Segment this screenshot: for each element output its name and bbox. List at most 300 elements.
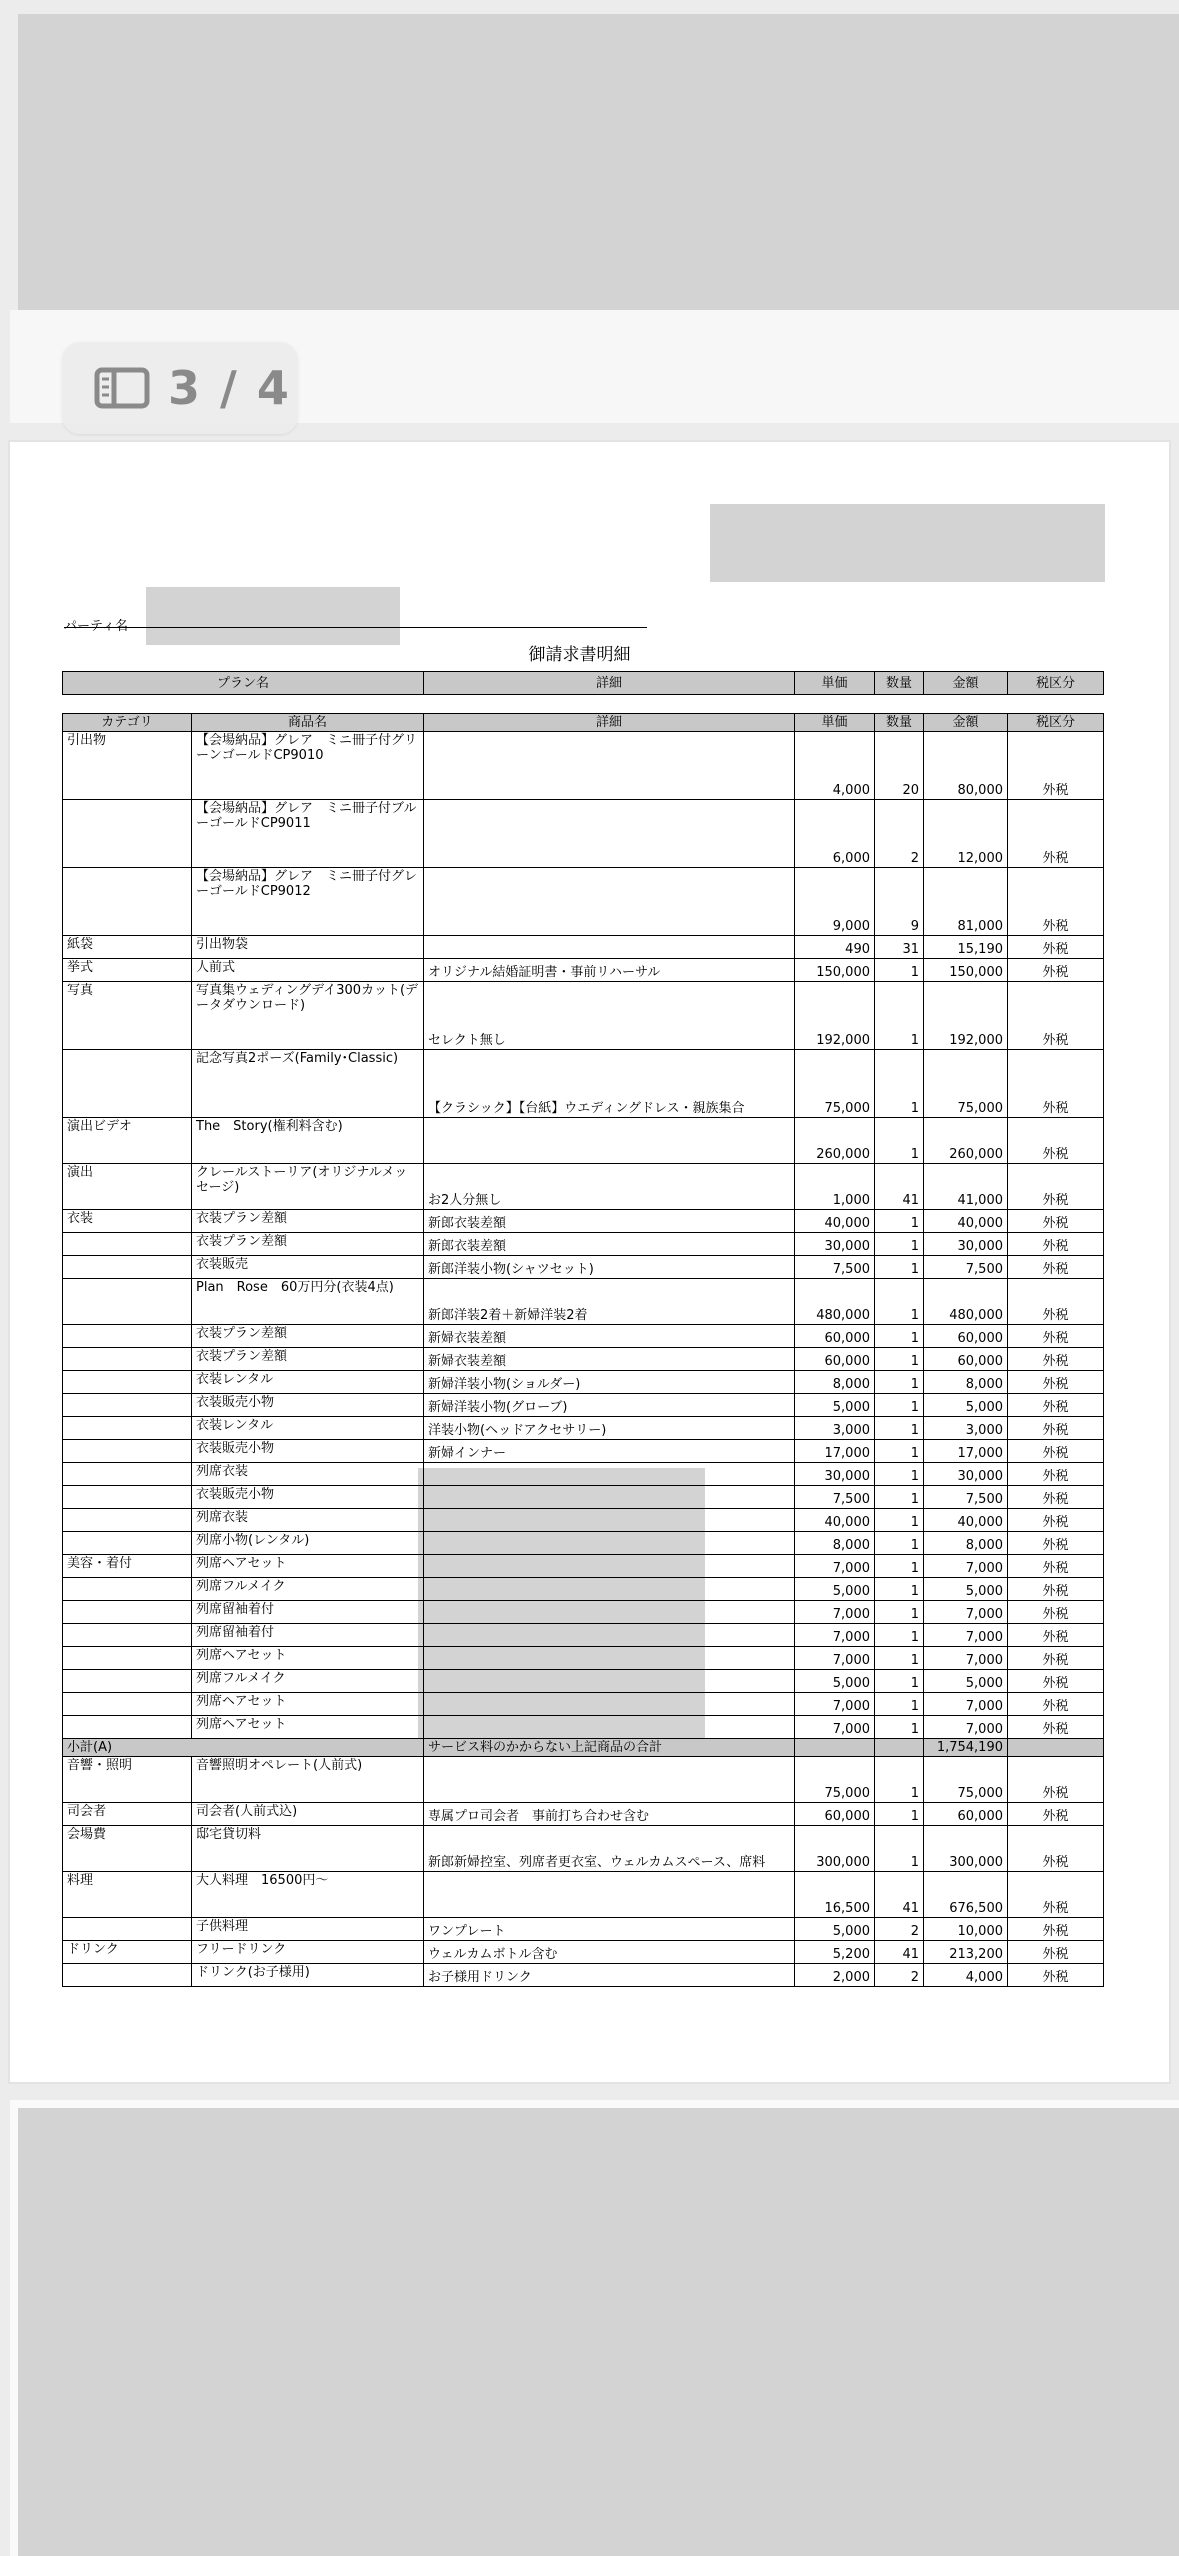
cell-tax-type: 外税 xyxy=(1008,959,1104,982)
product-header: 商品名 xyxy=(192,714,424,732)
cell-detail xyxy=(424,1872,795,1918)
cell-detail: 【クラシック】【台紙】ウエディングドレス・親族集合 xyxy=(424,1050,795,1118)
cell-tax-type: 外税 xyxy=(1008,1440,1104,1463)
cell-product-name: 衣装販売 xyxy=(192,1256,424,1279)
cell-amount: 7,000 xyxy=(924,1693,1008,1716)
cell-detail: 新婦衣装差額 xyxy=(424,1348,795,1371)
cell-amount: 5,000 xyxy=(924,1394,1008,1417)
cell-tax-type: 外税 xyxy=(1008,1693,1104,1716)
cell-tax-type: 外税 xyxy=(1008,1826,1104,1872)
cell-quantity: 2 xyxy=(875,800,924,868)
cell-amount: 40,000 xyxy=(924,1210,1008,1233)
cell-category xyxy=(63,1050,192,1118)
cell-category: 挙式 xyxy=(63,959,192,982)
cell-tax-type: 外税 xyxy=(1008,1279,1104,1325)
cell-product-name: 列席留袖着付 xyxy=(192,1601,424,1624)
cell-amount: 7,500 xyxy=(924,1486,1008,1509)
cell-quantity: 1 xyxy=(875,1279,924,1325)
cell-category: 司会者 xyxy=(63,1803,192,1826)
cell-amount: 30,000 xyxy=(924,1463,1008,1486)
cell-category: 演出 xyxy=(63,1164,192,1210)
table-row xyxy=(63,1716,1104,1739)
cell-product-name: 【会場納品】グレア ミニ冊子付ブルーゴールドCP9011 xyxy=(192,800,424,868)
cell-detail: セレクト無し xyxy=(424,982,795,1050)
cell-detail xyxy=(424,1716,795,1739)
cell-product-name: 写真集ウェディングデイ300カット(データダウンロード) xyxy=(192,982,424,1050)
cell-quantity: 1 xyxy=(875,1757,924,1803)
cell-amount: 7,000 xyxy=(924,1555,1008,1578)
cell-quantity: 1 xyxy=(875,1532,924,1555)
cell-tax-type: 外税 xyxy=(1008,936,1104,959)
cell-quantity: 1 xyxy=(875,1509,924,1532)
page-counter-text: 3 / 4 xyxy=(168,361,291,415)
cell-amount: 81,000 xyxy=(924,868,1008,936)
next-page-preview[interactable] xyxy=(18,2108,1179,2556)
cell-product-name: Plan Rose 60万円分(衣装4点) xyxy=(192,1279,424,1325)
cell-amount: 5,000 xyxy=(924,1578,1008,1601)
table-row xyxy=(63,1118,1104,1164)
cell-quantity: 41 xyxy=(875,1941,924,1964)
cell-amount: 480,000 xyxy=(924,1279,1008,1325)
cell-quantity: 9 xyxy=(875,868,924,936)
table-row xyxy=(63,1371,1104,1394)
cell-amount: 12,000 xyxy=(924,800,1008,868)
cell-category: 会場費 xyxy=(63,1826,192,1872)
cell-product-name: 列席ヘアセット xyxy=(192,1647,424,1670)
cell-amount: 15,190 xyxy=(924,936,1008,959)
cell-amount: 41,000 xyxy=(924,1164,1008,1210)
cell-amount: 40,000 xyxy=(924,1509,1008,1532)
table-row xyxy=(63,1693,1104,1716)
cell-tax-type: 外税 xyxy=(1008,1601,1104,1624)
cell-quantity: 1 xyxy=(875,1624,924,1647)
table-row xyxy=(63,1164,1104,1210)
table-row xyxy=(63,1647,1104,1670)
cell-product-name: 列席フルメイク xyxy=(192,1578,424,1601)
cell-product-name: 列席衣装 xyxy=(192,1509,424,1532)
cell-amount: 60,000 xyxy=(924,1348,1008,1371)
cell-quantity: 1 xyxy=(875,1803,924,1826)
cell-unit-price: 192,000 xyxy=(795,982,875,1050)
cell-amount: 10,000 xyxy=(924,1918,1008,1941)
cell-tax-type: 外税 xyxy=(1008,1872,1104,1918)
cell-quantity: 1 xyxy=(875,1826,924,1872)
cell-empty xyxy=(1008,1739,1104,1757)
cell-category: ドリンク xyxy=(63,1941,192,1964)
cell-quantity: 1 xyxy=(875,1233,924,1256)
table-row xyxy=(63,1578,1104,1601)
cell-unit-price: 75,000 xyxy=(795,1757,875,1803)
cell-quantity: 31 xyxy=(875,936,924,959)
cell-tax-type: 外税 xyxy=(1008,1348,1104,1371)
cell-quantity: 1 xyxy=(875,1050,924,1118)
cell-detail xyxy=(424,1463,795,1486)
cell-unit-price: 3,000 xyxy=(795,1417,875,1440)
cell-unit-price: 30,000 xyxy=(795,1233,875,1256)
cell-product-name: 衣装プラン差額 xyxy=(192,1233,424,1256)
table-row xyxy=(63,800,1104,868)
cell-detail: お子様用ドリンク xyxy=(424,1964,795,1987)
amount-header: 金額 xyxy=(924,714,1008,732)
cell-product-name: 引出物袋 xyxy=(192,936,424,959)
table-row xyxy=(63,1670,1104,1693)
table-row xyxy=(63,1509,1104,1532)
cell-quantity: 1 xyxy=(875,982,924,1050)
table-row xyxy=(63,1601,1104,1624)
cell-amount: 17,000 xyxy=(924,1440,1008,1463)
cell-tax-type: 外税 xyxy=(1008,1463,1104,1486)
cell-detail: 新婦衣装差額 xyxy=(424,1325,795,1348)
cell-unit-price: 8,000 xyxy=(795,1532,875,1555)
cell-product-name: 【会場納品】グレア ミニ冊子付グレーゴールドCP9012 xyxy=(192,868,424,936)
invoice-item-table xyxy=(62,713,1104,1987)
cell-product-name: 衣装レンタル xyxy=(192,1417,424,1440)
cell-category: 演出ビデオ xyxy=(63,1118,192,1164)
cell-quantity: 1 xyxy=(875,1371,924,1394)
table-row xyxy=(63,1440,1104,1463)
previous-page-preview[interactable] xyxy=(18,14,1179,310)
table-row xyxy=(63,1325,1104,1348)
cell-product-name: 列席ヘアセット xyxy=(192,1555,424,1578)
cell-product-name: 衣装販売小物 xyxy=(192,1440,424,1463)
table-row xyxy=(63,1532,1104,1555)
cell-unit-price: 5,000 xyxy=(795,1578,875,1601)
cell-quantity: 1 xyxy=(875,1440,924,1463)
cell-unit-price: 260,000 xyxy=(795,1118,875,1164)
table-row xyxy=(63,1826,1104,1872)
cell-product-name: 衣装プラン差額 xyxy=(192,1210,424,1233)
cell-product-name: 大人料理 16500円～ xyxy=(192,1872,424,1918)
cell-unit-price: 7,000 xyxy=(795,1624,875,1647)
subtotal-label: 小計(A) xyxy=(63,1739,424,1757)
cell-category xyxy=(63,1463,192,1486)
cell-empty xyxy=(875,1739,924,1757)
page-counter[interactable] xyxy=(62,342,298,434)
cell-category xyxy=(63,800,192,868)
table-row xyxy=(63,982,1104,1050)
table-row xyxy=(63,936,1104,959)
cell-tax-type: 外税 xyxy=(1008,868,1104,936)
cell-unit-price: 7,000 xyxy=(795,1716,875,1739)
cell-tax-type: 外税 xyxy=(1008,1964,1104,1987)
price-header: 単価 xyxy=(795,714,875,732)
cell-detail: 専属プロ司会者 事前打ち合わせ含む xyxy=(424,1803,795,1826)
cell-amount: 75,000 xyxy=(924,1757,1008,1803)
cell-quantity: 1 xyxy=(875,1463,924,1486)
cell-product-name: The Story(権利料含む) xyxy=(192,1118,424,1164)
cell-product-name: ドリンク(お子様用) xyxy=(192,1964,424,1987)
cell-product-name: 司会者(人前式込) xyxy=(192,1803,424,1826)
cell-tax-type: 外税 xyxy=(1008,1256,1104,1279)
cell-tax-type: 外税 xyxy=(1008,1394,1104,1417)
cell-unit-price: 2,000 xyxy=(795,1964,875,1987)
plan-name-header: プラン名 xyxy=(63,672,424,695)
table-row xyxy=(63,732,1104,800)
table-row xyxy=(63,1624,1104,1647)
cell-product-name: 列席小物(レンタル) xyxy=(192,1532,424,1555)
cell-amount: 4,000 xyxy=(924,1964,1008,1987)
cell-detail: 新郎衣装差額 xyxy=(424,1210,795,1233)
table-row xyxy=(63,868,1104,936)
cell-unit-price: 480,000 xyxy=(795,1279,875,1325)
table-row xyxy=(63,1233,1104,1256)
cell-product-name: 列席衣装 xyxy=(192,1463,424,1486)
redacted-block xyxy=(710,504,1105,582)
sidebar-icon xyxy=(94,367,150,409)
table-row xyxy=(63,1394,1104,1417)
party-name-label: パーティ名 xyxy=(64,619,128,634)
cell-category: 料理 xyxy=(63,1872,192,1918)
cell-tax-type: 外税 xyxy=(1008,800,1104,868)
cell-category xyxy=(63,1256,192,1279)
table-row xyxy=(63,1555,1104,1578)
cell-tax-type: 外税 xyxy=(1008,1555,1104,1578)
cell-detail xyxy=(424,1486,795,1509)
cell-amount: 60,000 xyxy=(924,1325,1008,1348)
cell-unit-price: 5,000 xyxy=(795,1394,875,1417)
cell-detail xyxy=(424,1578,795,1601)
cell-tax-type: 外税 xyxy=(1008,1371,1104,1394)
cell-detail: ワンプレート xyxy=(424,1918,795,1941)
subtotal-amount: 1,754,190 xyxy=(924,1739,1008,1757)
table-row xyxy=(63,959,1104,982)
cell-detail xyxy=(424,1624,795,1647)
cell-detail: 新郎洋装2着＋新婦洋装2着 xyxy=(424,1279,795,1325)
cell-unit-price: 7,500 xyxy=(795,1256,875,1279)
cell-detail xyxy=(424,800,795,868)
cell-amount: 80,000 xyxy=(924,732,1008,800)
cell-quantity: 1 xyxy=(875,1693,924,1716)
plan-qty-header: 数量 xyxy=(875,672,924,695)
cell-quantity: 1 xyxy=(875,1325,924,1348)
cell-unit-price: 5,000 xyxy=(795,1670,875,1693)
cell-category xyxy=(63,1440,192,1463)
cell-tax-type: 外税 xyxy=(1008,1647,1104,1670)
cell-unit-price: 60,000 xyxy=(795,1348,875,1371)
cell-amount: 192,000 xyxy=(924,982,1008,1050)
cell-category xyxy=(63,1670,192,1693)
cell-unit-price: 75,000 xyxy=(795,1050,875,1118)
cell-quantity: 41 xyxy=(875,1164,924,1210)
cell-category xyxy=(63,1279,192,1325)
cell-amount: 7,500 xyxy=(924,1256,1008,1279)
cell-detail xyxy=(424,868,795,936)
cell-category xyxy=(63,1693,192,1716)
tax-header: 税区分 xyxy=(1008,714,1104,732)
cell-quantity: 1 xyxy=(875,1716,924,1739)
cell-quantity: 1 xyxy=(875,1555,924,1578)
cell-quantity: 41 xyxy=(875,1872,924,1918)
cell-detail xyxy=(424,1601,795,1624)
cell-amount: 60,000 xyxy=(924,1803,1008,1826)
document-title: 御請求書明細 xyxy=(528,645,631,665)
cell-quantity: 20 xyxy=(875,732,924,800)
cell-tax-type: 外税 xyxy=(1008,1164,1104,1210)
cell-product-name: 音響照明オペレート(人前式) xyxy=(192,1757,424,1803)
cell-quantity: 1 xyxy=(875,1486,924,1509)
cell-category xyxy=(63,868,192,936)
cell-tax-type: 外税 xyxy=(1008,1941,1104,1964)
plan-detail-header: 詳細 xyxy=(424,672,795,695)
cell-detail xyxy=(424,1693,795,1716)
cell-quantity: 1 xyxy=(875,1417,924,1440)
cell-detail xyxy=(424,1757,795,1803)
cell-unit-price: 7,000 xyxy=(795,1647,875,1670)
cell-unit-price: 7,000 xyxy=(795,1601,875,1624)
cell-quantity: 1 xyxy=(875,1601,924,1624)
cell-amount: 7,000 xyxy=(924,1624,1008,1647)
table-row xyxy=(63,1964,1104,1987)
cell-tax-type: 外税 xyxy=(1008,1578,1104,1601)
cell-product-name: フリードリンク xyxy=(192,1941,424,1964)
cell-category xyxy=(63,1417,192,1440)
cell-detail: 新郎洋装小物(シャツセット) xyxy=(424,1256,795,1279)
cell-detail xyxy=(424,1509,795,1532)
cell-amount: 7,000 xyxy=(924,1716,1008,1739)
cell-category xyxy=(63,1509,192,1532)
table-row xyxy=(63,1486,1104,1509)
cell-amount: 260,000 xyxy=(924,1118,1008,1164)
cell-product-name: 衣装プラン差額 xyxy=(192,1325,424,1348)
cell-unit-price: 5,200 xyxy=(795,1941,875,1964)
cell-empty xyxy=(795,1739,875,1757)
cell-category: 紙袋 xyxy=(63,936,192,959)
plan-header-table xyxy=(62,671,1104,695)
cell-category: 衣装 xyxy=(63,1210,192,1233)
cell-product-name: 記念写真2ポーズ(Family･Classic) xyxy=(192,1050,424,1118)
cell-quantity: 1 xyxy=(875,1210,924,1233)
plan-price-header: 単価 xyxy=(795,672,875,695)
plan-amount-header: 金額 xyxy=(924,672,1008,695)
cell-quantity: 2 xyxy=(875,1964,924,1987)
cell-tax-type: 外税 xyxy=(1008,1624,1104,1647)
cell-detail xyxy=(424,1647,795,1670)
cell-detail xyxy=(424,1555,795,1578)
cell-product-name: 衣装レンタル xyxy=(192,1371,424,1394)
category-header: カテゴリ xyxy=(63,714,192,732)
table-row xyxy=(63,1256,1104,1279)
cell-detail xyxy=(424,732,795,800)
cell-quantity: 1 xyxy=(875,1256,924,1279)
cell-product-name: クレールストーリア(オリジナルメッセージ) xyxy=(192,1164,424,1210)
table-row xyxy=(63,1872,1104,1918)
cell-product-name: 列席ヘアセット xyxy=(192,1716,424,1739)
cell-unit-price: 4,000 xyxy=(795,732,875,800)
cell-tax-type: 外税 xyxy=(1008,1918,1104,1941)
cell-amount: 213,200 xyxy=(924,1941,1008,1964)
cell-category xyxy=(63,1964,192,1987)
table-row xyxy=(63,1803,1104,1826)
cell-tax-type: 外税 xyxy=(1008,1757,1104,1803)
cell-detail: オリジナル結婚証明書・事前リハーサル xyxy=(424,959,795,982)
cell-category xyxy=(63,1578,192,1601)
cell-amount: 7,000 xyxy=(924,1647,1008,1670)
cell-tax-type: 外税 xyxy=(1008,982,1104,1050)
cell-category xyxy=(63,1716,192,1739)
cell-unit-price: 60,000 xyxy=(795,1803,875,1826)
cell-amount: 8,000 xyxy=(924,1371,1008,1394)
cell-tax-type: 外税 xyxy=(1008,1417,1104,1440)
cell-tax-type: 外税 xyxy=(1008,732,1104,800)
cell-category xyxy=(63,1325,192,1348)
cell-amount: 75,000 xyxy=(924,1050,1008,1118)
cell-amount: 5,000 xyxy=(924,1670,1008,1693)
table-row xyxy=(63,1941,1104,1964)
cell-product-name: 衣装プラン差額 xyxy=(192,1348,424,1371)
subtotal-row xyxy=(63,1739,1104,1757)
cell-category xyxy=(63,1918,192,1941)
cell-amount: 676,500 xyxy=(924,1872,1008,1918)
cell-amount: 3,000 xyxy=(924,1417,1008,1440)
cell-category xyxy=(63,1348,192,1371)
cell-detail: 新婦洋装小物(ショルダー) xyxy=(424,1371,795,1394)
cell-tax-type: 外税 xyxy=(1008,1803,1104,1826)
cell-tax-type: 外税 xyxy=(1008,1716,1104,1739)
cell-unit-price: 5,000 xyxy=(795,1918,875,1941)
cell-product-name: 衣装販売小物 xyxy=(192,1394,424,1417)
cell-tax-type: 外税 xyxy=(1008,1325,1104,1348)
cell-tax-type: 外税 xyxy=(1008,1118,1104,1164)
cell-detail xyxy=(424,1118,795,1164)
cell-quantity: 1 xyxy=(875,1670,924,1693)
cell-detail: 新郎新婦控室、列席者更衣室、ウェルカムスペース、席料 xyxy=(424,1826,795,1872)
cell-tax-type: 外税 xyxy=(1008,1509,1104,1532)
cell-category xyxy=(63,1532,192,1555)
cell-unit-price: 40,000 xyxy=(795,1509,875,1532)
detail-header: 詳細 xyxy=(424,714,795,732)
cell-unit-price: 150,000 xyxy=(795,959,875,982)
cell-category xyxy=(63,1233,192,1256)
cell-category xyxy=(63,1486,192,1509)
cell-unit-price: 60,000 xyxy=(795,1325,875,1348)
cell-product-name: 子供料理 xyxy=(192,1918,424,1941)
cell-tax-type: 外税 xyxy=(1008,1233,1104,1256)
cell-tax-type: 外税 xyxy=(1008,1532,1104,1555)
cell-amount: 150,000 xyxy=(924,959,1008,982)
cell-product-name: 列席ヘアセット xyxy=(192,1693,424,1716)
cell-unit-price: 7,000 xyxy=(795,1555,875,1578)
cell-category xyxy=(63,1624,192,1647)
cell-product-name: 列席フルメイク xyxy=(192,1670,424,1693)
cell-unit-price: 7,000 xyxy=(795,1693,875,1716)
cell-product-name: 人前式 xyxy=(192,959,424,982)
cell-detail: お2人分無し xyxy=(424,1164,795,1210)
cell-detail: 新婦インナー xyxy=(424,1440,795,1463)
cell-unit-price: 8,000 xyxy=(795,1371,875,1394)
cell-category: 音響・照明 xyxy=(63,1757,192,1803)
cell-detail: 新郎衣装差額 xyxy=(424,1233,795,1256)
cell-category: 写真 xyxy=(63,982,192,1050)
cell-unit-price: 1,000 xyxy=(795,1164,875,1210)
cell-detail xyxy=(424,1670,795,1693)
cell-quantity: 1 xyxy=(875,1394,924,1417)
cell-product-name: 邸宅貸切料 xyxy=(192,1826,424,1872)
cell-quantity: 1 xyxy=(875,1118,924,1164)
table-row xyxy=(63,1279,1104,1325)
cell-unit-price: 40,000 xyxy=(795,1210,875,1233)
redacted-party-name xyxy=(146,587,400,645)
cell-unit-price: 300,000 xyxy=(795,1826,875,1872)
cell-amount: 30,000 xyxy=(924,1233,1008,1256)
cell-unit-price: 9,000 xyxy=(795,868,875,936)
cell-amount: 300,000 xyxy=(924,1826,1008,1872)
cell-category xyxy=(63,1601,192,1624)
plan-tax-header: 税区分 xyxy=(1008,672,1104,695)
cell-category: 引出物 xyxy=(63,732,192,800)
cell-unit-price: 17,000 xyxy=(795,1440,875,1463)
cell-tax-type: 外税 xyxy=(1008,1210,1104,1233)
cell-detail: 新婦洋装小物(グローブ) xyxy=(424,1394,795,1417)
